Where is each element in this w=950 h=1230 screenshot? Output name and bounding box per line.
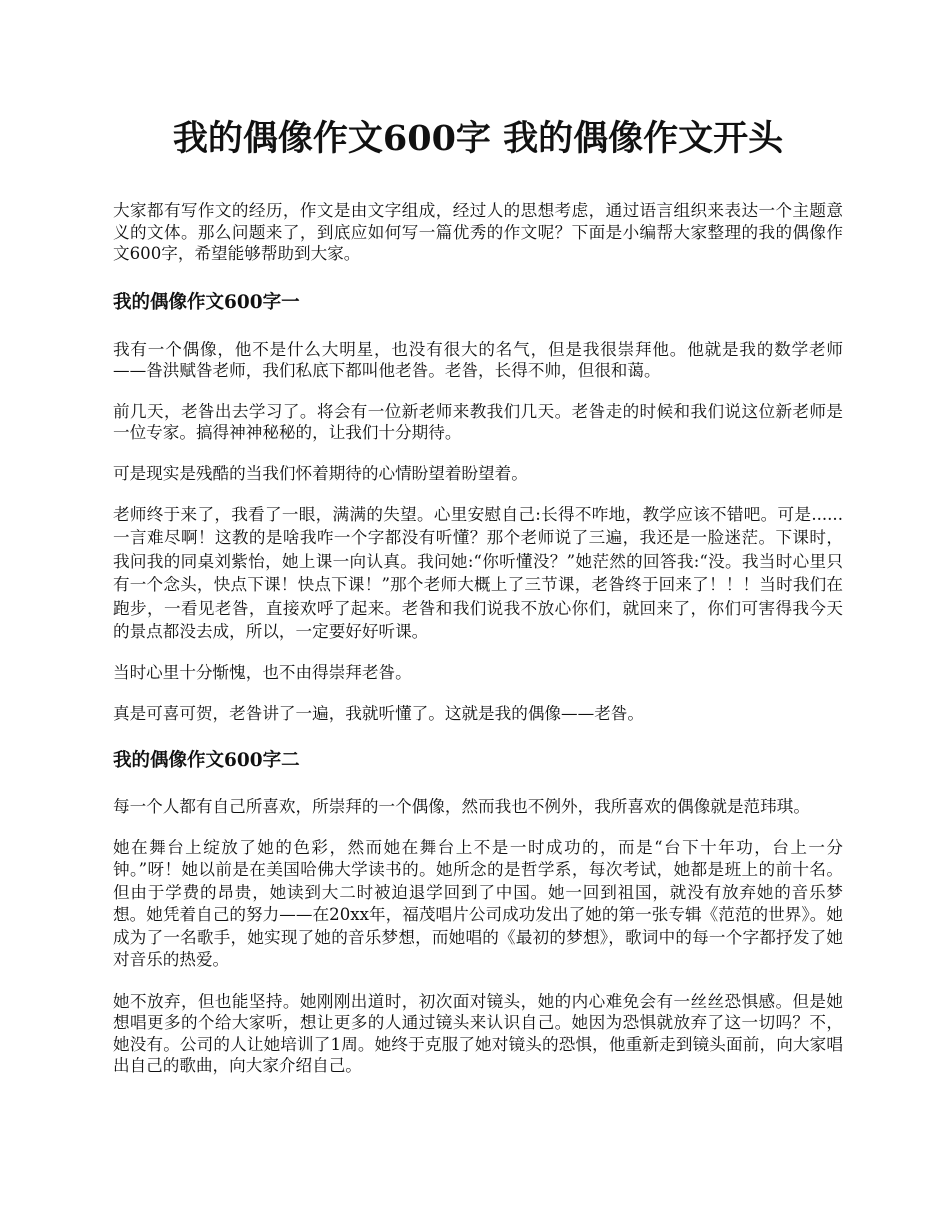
section-2-paragraph-2: 她在舞台上绽放了她的色彩，然而她在舞台上不是一时成功的，而是“台下十年功，台上一分钟。”呀！她以前是在美国哈佛大学读书的。她所念的是哲学系，每次考试，她都是班上的前十名。但由于学费的昂贵，她读到大二时被迫退学回到了中国。她一回到祖国，就没有放弃她的音乐梦想。她凭着自己的努力——在20xx年，福茂唱片公司成功发出了她的第一张专辑《范范的世界》。她成为了一名歌手，她实现了她的音乐梦想，而她唱的《最初的梦想》，歌词中的每一个字都抒发了她对音乐的热爱。 — [113, 837, 843, 970]
intro-paragraph: 大家都有写作文的经历，作文是由文字组成，经过人的思想考虑，通过语言组织来表达一个主题意义的文体。那么问题来了，到底应如何写一篇优秀的作文呢？下面是小编帮大家整理的我的偶像作文600字，希望能够帮助到大家。 — [113, 201, 843, 263]
page-title: 我的偶像作文600字 我的偶像作文开头 — [172, 118, 784, 159]
section-heading-2: 我的偶像作文600字二 — [113, 750, 300, 772]
section-1-paragraph-5: 当时心里十分惭愧，也不由得崇拜老昝。 — [113, 663, 412, 683]
section-heading-1: 我的偶像作文600字一 — [113, 291, 300, 313]
section-2-paragraph-3: 她不放弃，但也能坚持。她刚刚出道时，初次面对镜头，她的内心难免会有一丝丝恐惧感。但是她想唱更多的个给大家听，想让更多的人通过镜头来认识自己。她因为恐惧就放弃了这一切吗？不，她没有。公司的人让她培训了1周。她终于克服了她对镜头的恐惧，他重新走到镜头面前，向大家唱出自己的歌曲，向大家介绍自己。 — [113, 991, 843, 1076]
section-1-paragraph-6: 真是可喜可贺，老昝讲了一遍，我就听懂了。这就是我的偶像——老昝。 — [113, 703, 644, 723]
section-1-paragraph-4: 老师终于来了，我看了一眼，满满的失望。心里安慰自己:长得不咋地，教学应该不错吧。可是......一言难尽啊！这教的是啥我咋一个字都没有听懂？那个老师说了三遍，我还是一脸迷茫。下课时，我问我的同桌刘紫怡，她上课一向认真。我问她:“你听懂没？”她茫然的回答我:“没。我当时心里只有一个念头，快点下课！快点下课！”那个老师大概上了三节课，老昝终于回来了！！！当时我们在跑步，一看见老昝，直接欢呼了起来。老昝和我们说我不放心你们，就回来了，你们可害得我今天的景点都没去成，所以，一定要好好听课。 — [113, 505, 843, 642]
section-1-paragraph-3: 可是现实是残酷的当我们怀着期待的心情盼望着盼望着。 — [113, 463, 528, 483]
section-1-paragraph-2: 前几天，老昝出去学习了。将会有一位新老师来教我们几天。老昝走的时候和我们说这位新老师是一位专家。搞得神神秘秘的，让我们十分期待。 — [113, 401, 843, 442]
section-2-paragraph-1: 每一个人都有自己所喜欢，所崇拜的一个偶像，然而我也不例外，我所喜欢的偶像就是范玮琪。 — [113, 797, 810, 817]
section-1-paragraph-1: 我有一个偶像，他不是什么大明星，也没有很大的名气，但是我很崇拜他。他就是我的数学老师——昝洪赋昝老师，我们私底下都叫他老昝。老昝，长得不帅，但很和蔼。 — [113, 339, 843, 380]
document-page — [113, 0, 843, 1077]
